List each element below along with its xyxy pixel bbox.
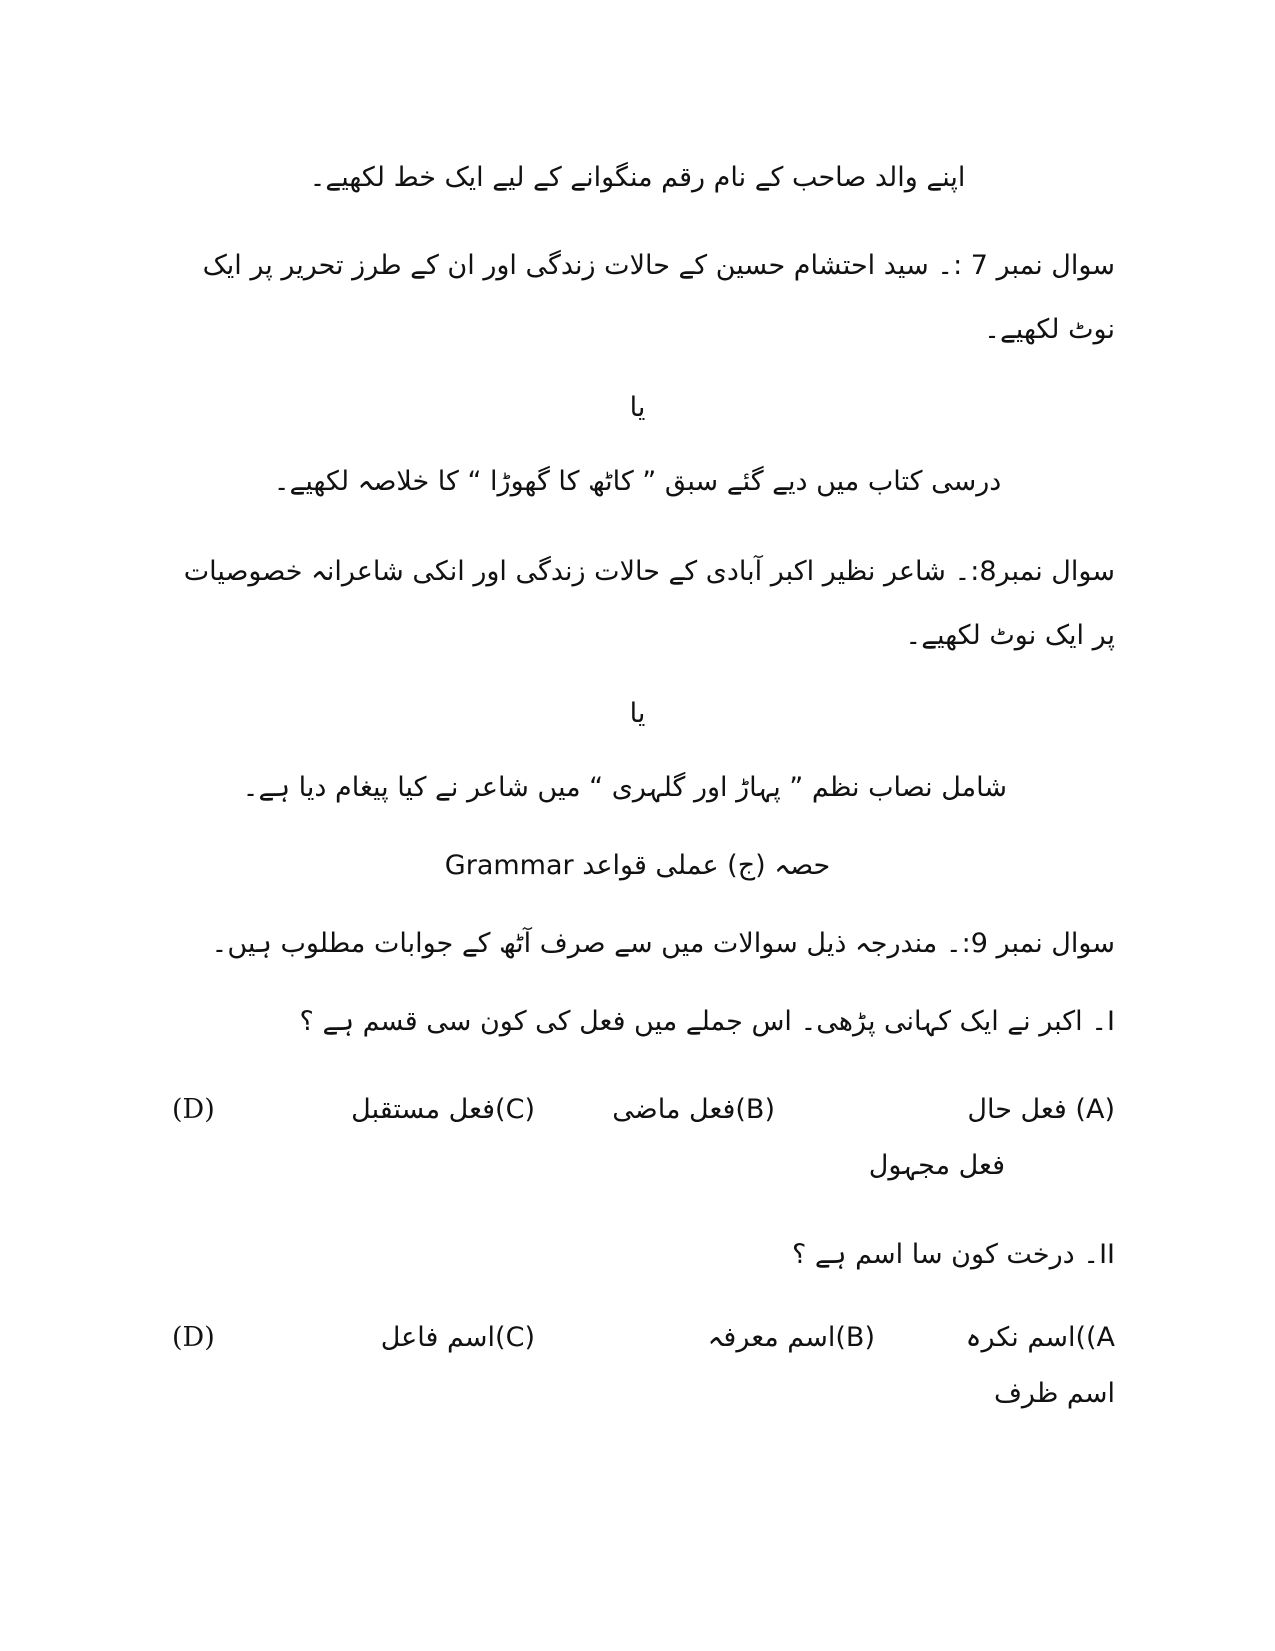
mcq-1-option-a: (A) فعل حال [967,1094,1115,1125]
mcq-2-option-d-text: اسم ظرف [993,1378,1115,1409]
mcq-2-option-c: (C)اسم فاعل [380,1322,535,1353]
or-separator-1: یا [629,392,646,423]
or-separator-2: یا [629,698,646,729]
mcq-2-option-a: A))اسم نکرہ [965,1322,1115,1353]
poem-message-prompt: شامل نصاب نظم ” پہاڑ اور گلہری “ میں شاعر نے کیا پیغام دیا ہے۔ [242,772,1007,803]
mcq-2-option-b: (B)اسم معرفہ [707,1322,875,1353]
mcq-1-option-d-text: فعل مجہول [868,1150,1005,1181]
mcq-1-option-d: (D) [172,1094,215,1125]
mcq-2-option-d: (D) [172,1322,215,1353]
question-7: سوال نمبر 7 :۔ سید احتشام حسین کے حالات زندگی اور ان کے طرز تحریر پر ایک نوٹ لکھیے۔ [202,250,1115,345]
question-9: سوال نمبر 9:۔ مندرجہ ذیل سوالات میں سے صرف آٹھ کے جوابات مطلوب ہیں۔ [211,928,1115,959]
mcq-1-option-b: (B)فعل ماضی [612,1094,775,1125]
mcq-1-option-c: (C)فعل مستقبل [351,1094,535,1125]
letter-prompt: اپنے والد صاحب کے نام رقم منگوانے کے لیے ایک خط لکھیے۔ [309,162,966,193]
section-heading: حصہ (ج) عملی قواعد Grammar [444,850,831,881]
question-8: سوال نمبر8:۔ شاعر نظیر اکبر آبادی کے حالات زندگی اور انکی شاعرانہ خصوصیات پر ایک نوٹ لکھیے۔ [183,556,1115,651]
lesson-summary-prompt: درسی کتاب میں دیے گئے سبق ” کاٹھ کا گھوڑا “ کا خلاصہ لکھیے۔ [273,466,1002,497]
mcq-1-question: I۔ اکبر نے ایک کہانی پڑھی۔ اس جملے میں فعل کی کون سی قسم ہے ؟ [299,1006,1115,1037]
mcq-2-question: II۔ درخت کون سا اسم ہے ؟ [791,1239,1115,1270]
